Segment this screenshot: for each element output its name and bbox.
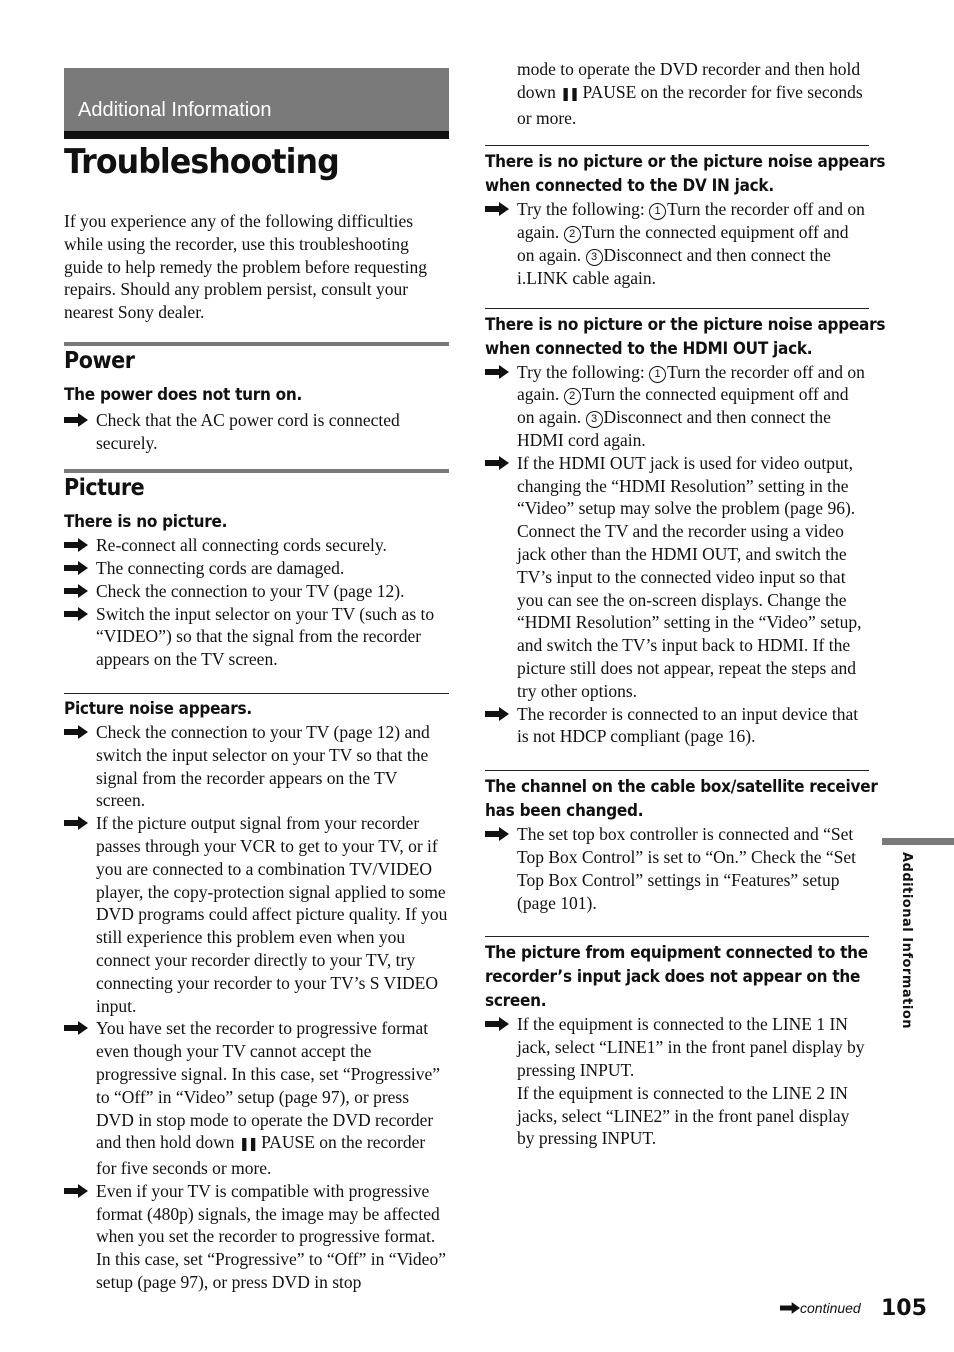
divider <box>64 342 449 346</box>
circled-number: 2 <box>564 388 581 405</box>
power-issue: The power does not turn on. <box>64 384 303 405</box>
circled-number: 1 <box>649 203 666 220</box>
list-item: If the HDMI OUT jack is used for video output, changing the “HDMI Resolution” setting in the “Video” setup may solve the problem (page 96). Connect the TV and the recorder using a video jack other than the HDMI OUT, and switch the TV’s input to the connected video input so that you can see the on-screen displays. Change the “HDMI Resolution” setting in the “Video” setup, and switch the TV’s input back to HDMI. If the picture still does not appear, repeat the steps and try other options. <box>485 452 869 703</box>
dv-in-issue-line-1: There is no picture or the picture noise appears <box>485 152 886 173</box>
hdmi-issue-line-1: There is no picture or the picture noise appears <box>485 314 886 335</box>
left-column <box>64 210 449 1294</box>
list-item: Check that the AC power cord is connected securely. <box>64 409 449 455</box>
input-jack-issue-line-2: recorder’s input jack does not appear on the <box>485 967 861 988</box>
list-item: The connecting cords are damaged. <box>64 557 449 580</box>
picture-heading: Picture <box>64 475 145 502</box>
list-item: Try the following: 1 Turn the recorder off and on again. 2 Turn the connected equipment off and on again. 3 Disconnect and then connect the i.LINK cable again. <box>485 198 869 289</box>
power-heading: Power <box>64 347 135 374</box>
divider <box>485 145 869 146</box>
right-arrow-icon <box>64 584 88 598</box>
right-arrow-icon <box>485 707 509 721</box>
right-arrow-icon <box>64 816 88 830</box>
right-arrow-icon <box>64 538 88 552</box>
circled-number: 1 <box>649 366 666 383</box>
pause-icon: ❚❚ <box>238 1137 257 1153</box>
pause-icon: ❚❚ <box>560 86 579 102</box>
input-jack-issue-line-3: screen. <box>485 991 547 1012</box>
right-arrow-icon <box>64 561 88 575</box>
page-title: Troubleshooting <box>64 142 339 182</box>
right-column <box>485 58 886 1150</box>
right-arrow-icon <box>64 1184 88 1198</box>
right-arrow-icon <box>64 725 88 739</box>
right-arrow-icon <box>64 607 88 621</box>
cable-box-issue-line-1: The channel on the cable box/satellite receiver <box>485 777 878 798</box>
divider <box>485 936 869 937</box>
list-item: Try the following: 1 Turn the recorder off and on again. 2 Turn the connected equipment off and on again. 3 Disconnect and then connect the HDMI cord again. <box>485 361 869 452</box>
right-arrow-icon <box>485 827 509 841</box>
right-arrow-icon <box>64 413 88 427</box>
list-item: If the picture output signal from your recorder passes through your VCR to get to your TV, or if you are connected to a combination TV/VIDEO player, the copy-protection signal applied to some DVD programs could affect picture quality. If you still experience this problem even when you connect your recorder directly to your TV, try connecting your recorder to your TV’s S VIDEO input. <box>64 812 449 1017</box>
side-label: Additional Information <box>899 852 914 1030</box>
continued-paragraph: mode to operate the DVD recorder and then hold down ❚❚ PAUSE on the recorder for five seconds or more. <box>517 59 863 128</box>
input-jack-issue-line-1: The picture from equipment connected to the <box>485 943 868 964</box>
circled-number: 2 <box>564 226 581 243</box>
right-arrow-icon <box>485 1017 509 1031</box>
list-item: You have set the recorder to progressive format even though your TV cannot accept the progressive signal. In this case, set “Progressive” to “Off” in “Video” setup (page 97), or press DVD in stop mode to operate the DVD recorder and then hold down ❚❚ PAUSE on the recorder for five seconds or more. <box>64 1017 449 1180</box>
circled-number: 3 <box>586 411 603 428</box>
continued-indicator: continued <box>780 1300 861 1316</box>
list-item: Switch the input selector on your TV (such as to “VIDEO”) so that the signal from the recorder appears on the TV screen. <box>64 603 449 671</box>
hdmi-issue-line-2: when connected to the HDMI OUT jack. <box>485 338 813 359</box>
divider <box>64 693 449 694</box>
divider <box>485 770 869 771</box>
right-arrow-icon <box>64 1021 88 1035</box>
list-item: Check the connection to your TV (page 12) and switch the input selector on your TV so that the signal from the recorder appears on the TV screen. <box>64 721 449 812</box>
list-item: Even if your TV is compatible with progressive format (480p) signals, the image may be affected when you set the recorder to progressive format. In this case, set “Progressive” to “Off” in “Video” setup (page 97), or press DVD in stop <box>64 1180 449 1294</box>
right-arrow-icon <box>485 456 509 470</box>
dv-in-issue-line-2: when connected to the DV IN jack. <box>485 176 774 197</box>
side-tab <box>882 838 954 845</box>
right-arrow-icon <box>485 202 509 216</box>
list-item: Re-connect all connecting cords securely. <box>64 534 449 557</box>
right-arrow-icon <box>485 365 509 379</box>
list-item: If the equipment is connected to the LINE 1 IN jack, select “LINE1” in the front panel display by pressing INPUT. If the equipment is connected to the LINE 2 IN jacks, select “LINE2” in the front panel display by pressing INPUT. <box>485 1013 869 1150</box>
list-item: The recorder is connected to an input device that is not HDCP compliant (page 16). <box>485 703 869 749</box>
list-item: Check the connection to your TV (page 12). <box>64 580 449 603</box>
divider <box>485 308 869 309</box>
divider <box>64 469 449 473</box>
cable-box-issue-line-2: has been changed. <box>485 801 644 822</box>
intro-paragraph: If you experience any of the following difficulties while using the recorder, use this troubleshooting guide to help remedy the problem before requesting repairs. Should any problem persist, consult your nearest Sony dealer. <box>64 211 428 323</box>
circled-number: 3 <box>586 249 603 266</box>
page-number: 105 <box>881 1296 927 1321</box>
noise-issue: Picture noise appears. <box>64 698 252 719</box>
list-item: The set top box controller is connected and “Set Top Box Control” is set to “On.” Check the “Set Top Box Control” settings in “Features” setup (page 101). <box>485 823 869 914</box>
right-arrow-icon <box>780 1302 800 1314</box>
section-title: Additional Information <box>78 99 272 121</box>
section-banner <box>64 68 449 139</box>
no-picture-issue: There is no picture. <box>64 512 228 533</box>
